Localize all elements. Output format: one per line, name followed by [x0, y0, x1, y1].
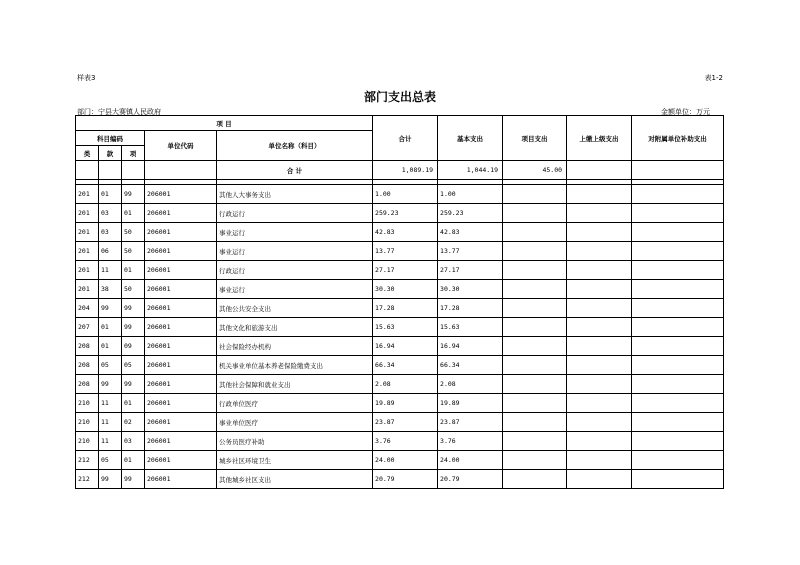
- cell-superior: [567, 337, 632, 356]
- cell-name: 机关事业单位基本养老保险缴费支出: [217, 356, 373, 375]
- lei-header: 类: [76, 146, 99, 161]
- cell-basic: 259.23: [438, 204, 503, 223]
- cell-code: 206001: [145, 356, 217, 375]
- cell-basic: 13.77: [438, 242, 503, 261]
- cell-basic: 15.63: [438, 318, 503, 337]
- cell-kuan: 38: [99, 280, 122, 299]
- cell-total: 42.83: [373, 223, 438, 242]
- total-value: 1,089.19: [373, 161, 438, 180]
- cell-name: 事业运行: [217, 223, 373, 242]
- cell-code: 206001: [145, 470, 217, 489]
- xiang-header: 项: [122, 146, 145, 161]
- cell-code: 206001: [145, 299, 217, 318]
- cell-subsidy: [632, 204, 724, 223]
- cell-superior: [567, 204, 632, 223]
- kuan-header: 款: [99, 146, 122, 161]
- cell-kuan: 05: [99, 451, 122, 470]
- superior-header: 上缴上级支出: [567, 116, 632, 161]
- cell-superior: [567, 261, 632, 280]
- cell-lei: 201: [76, 242, 99, 261]
- cell-superior: [567, 280, 632, 299]
- cell-basic: 1.00: [438, 185, 503, 204]
- cell-superior: [567, 375, 632, 394]
- cell-kuan: 11: [99, 413, 122, 432]
- cell-code: 206001: [145, 318, 217, 337]
- cell-total: 17.28: [373, 299, 438, 318]
- cell-code: 206001: [145, 242, 217, 261]
- subsidy-header: 对附属单位补助支出: [632, 116, 724, 161]
- cell-total: 3.76: [373, 432, 438, 451]
- cell-xiang: 99: [122, 318, 145, 337]
- table-row: [76, 299, 724, 318]
- cell-kuan: 03: [99, 223, 122, 242]
- unit-label: 金额单位：万元: [661, 108, 710, 116]
- total-row: [76, 161, 724, 180]
- cell-basic: 66.34: [438, 356, 503, 375]
- cell-basic: 24.00: [438, 451, 503, 470]
- cell-lei: 207: [76, 318, 99, 337]
- cell-subsidy: [632, 242, 724, 261]
- cell-subsidy: [632, 318, 724, 337]
- table-row: [76, 242, 724, 261]
- cell-project_exp: [503, 375, 567, 394]
- table-row: [76, 261, 724, 280]
- page-title: 部门支出总表: [363, 90, 436, 104]
- cell-name: 其他城乡社区支出: [217, 470, 373, 489]
- cell-superior: [567, 356, 632, 375]
- cell-project_exp: [503, 413, 567, 432]
- cell-code: 206001: [145, 223, 217, 242]
- expenditure-table: [75, 115, 724, 489]
- cell-project_exp: [503, 451, 567, 470]
- cell-name: 事业运行: [217, 242, 373, 261]
- subject-code-header: 科目编码: [76, 131, 145, 146]
- cell-xiang: 50: [122, 223, 145, 242]
- cell-kuan: 99: [99, 470, 122, 489]
- cell-subsidy: [632, 451, 724, 470]
- cell-subsidy: [632, 299, 724, 318]
- cell-basic: 20.79: [438, 470, 503, 489]
- cell-lei: 201: [76, 223, 99, 242]
- cell-subsidy: [632, 261, 724, 280]
- cell-total: 24.00: [373, 451, 438, 470]
- cell-superior: [567, 432, 632, 451]
- cell-lei: 208: [76, 356, 99, 375]
- cell-total: 66.34: [373, 356, 438, 375]
- cell-basic: 42.83: [438, 223, 503, 242]
- table-number: 表1-2: [704, 74, 723, 82]
- cell-code: 206001: [145, 413, 217, 432]
- cell-name: 行政运行: [217, 261, 373, 280]
- cell-name: 其他公共安全支出: [217, 299, 373, 318]
- cell-project_exp: [503, 242, 567, 261]
- cell-total: 1.00: [373, 185, 438, 204]
- cell-total: 30.30: [373, 280, 438, 299]
- cell-name: 行政单位医疗: [217, 394, 373, 413]
- cell-lei: 208: [76, 375, 99, 394]
- table-row: [76, 375, 724, 394]
- cell-basic: 23.87: [438, 413, 503, 432]
- cell-superior: [567, 451, 632, 470]
- project-header: 项 目: [76, 116, 373, 131]
- sample-label: 样表3: [77, 74, 96, 82]
- table-row: [76, 470, 724, 489]
- cell-code: 206001: [145, 185, 217, 204]
- cell-subsidy: [632, 337, 724, 356]
- cell-basic: 19.89: [438, 394, 503, 413]
- cell-xiang: 50: [122, 280, 145, 299]
- cell-total: 13.77: [373, 242, 438, 261]
- cell-project_exp: [503, 394, 567, 413]
- cell-basic: 3.76: [438, 432, 503, 451]
- cell-code: 206001: [145, 261, 217, 280]
- cell-total: 19.89: [373, 394, 438, 413]
- cell-name: 行政运行: [217, 204, 373, 223]
- unit-code-header: 单位代码: [145, 131, 217, 161]
- cell-xiang: 01: [122, 204, 145, 223]
- cell-kuan: 05: [99, 356, 122, 375]
- cell-xiang: 05: [122, 356, 145, 375]
- cell-subsidy: [632, 356, 724, 375]
- cell-subsidy: [632, 470, 724, 489]
- total-label: 合 计: [217, 161, 373, 180]
- unit-name-header: 单位名称（科目）: [217, 131, 373, 161]
- cell-code: 206001: [145, 337, 217, 356]
- table-row: [76, 413, 724, 432]
- cell-xiang: 09: [122, 337, 145, 356]
- cell-kuan: 01: [99, 318, 122, 337]
- cell-xiang: 99: [122, 470, 145, 489]
- table-row: [76, 432, 724, 451]
- cell-project_exp: [503, 470, 567, 489]
- cell-total: 15.63: [373, 318, 438, 337]
- department-label: 部门：宁县大赛镇人民政府: [77, 108, 161, 116]
- cell-lei: 210: [76, 394, 99, 413]
- cell-superior: [567, 185, 632, 204]
- cell-kuan: 99: [99, 375, 122, 394]
- cell-code: 206001: [145, 204, 217, 223]
- cell-project_exp: [503, 280, 567, 299]
- cell-xiang: 01: [122, 451, 145, 470]
- cell-superior: [567, 223, 632, 242]
- cell-lei: 212: [76, 451, 99, 470]
- cell-kuan: 11: [99, 432, 122, 451]
- cell-basic: 27.17: [438, 261, 503, 280]
- cell-lei: 201: [76, 261, 99, 280]
- cell-kuan: 01: [99, 185, 122, 204]
- cell-lei: 201: [76, 185, 99, 204]
- table-row: [76, 204, 724, 223]
- cell-code: 206001: [145, 451, 217, 470]
- cell-kuan: 99: [99, 299, 122, 318]
- table-row: [76, 223, 724, 242]
- cell-project_exp: [503, 261, 567, 280]
- table-row: [76, 318, 724, 337]
- cell-name: 其他文化和旅游支出: [217, 318, 373, 337]
- cell-project_exp: [503, 223, 567, 242]
- cell-lei: 201: [76, 280, 99, 299]
- basic-total-value: 1,044.19: [438, 161, 503, 180]
- cell-basic: 16.94: [438, 337, 503, 356]
- cell-xiang: 01: [122, 261, 145, 280]
- cell-superior: [567, 242, 632, 261]
- cell-lei: 204: [76, 299, 99, 318]
- cell-lei: 201: [76, 204, 99, 223]
- cell-lei: 212: [76, 470, 99, 489]
- cell-total: 27.17: [373, 261, 438, 280]
- basic-header: 基本支出: [438, 116, 503, 161]
- cell-superior: [567, 299, 632, 318]
- cell-superior: [567, 413, 632, 432]
- cell-superior: [567, 394, 632, 413]
- cell-subsidy: [632, 223, 724, 242]
- cell-kuan: 11: [99, 394, 122, 413]
- cell-subsidy: [632, 394, 724, 413]
- table-row: [76, 356, 724, 375]
- cell-xiang: 02: [122, 413, 145, 432]
- cell-superior: [567, 470, 632, 489]
- cell-project_exp: [503, 299, 567, 318]
- cell-lei: 210: [76, 413, 99, 432]
- cell-project_exp: [503, 356, 567, 375]
- cell-total: 16.94: [373, 337, 438, 356]
- cell-code: 206001: [145, 375, 217, 394]
- project-exp-header: 项目支出: [503, 116, 567, 161]
- table-row: [76, 337, 724, 356]
- table-row: [76, 185, 724, 204]
- table-row: [76, 394, 724, 413]
- cell-xiang: 99: [122, 185, 145, 204]
- total-header: 合计: [373, 116, 438, 161]
- cell-project_exp: [503, 432, 567, 451]
- cell-project_exp: [503, 318, 567, 337]
- cell-lei: 208: [76, 337, 99, 356]
- cell-name: 其他人大事务支出: [217, 185, 373, 204]
- cell-total: 23.87: [373, 413, 438, 432]
- cell-name: 事业运行: [217, 280, 373, 299]
- cell-code: 206001: [145, 432, 217, 451]
- cell-kuan: 06: [99, 242, 122, 261]
- cell-basic: 17.28: [438, 299, 503, 318]
- cell-subsidy: [632, 280, 724, 299]
- cell-subsidy: [632, 413, 724, 432]
- cell-kuan: 01: [99, 337, 122, 356]
- project-total-value: 45.00: [503, 161, 567, 180]
- cell-name: 其他社会保障和就业支出: [217, 375, 373, 394]
- cell-xiang: 03: [122, 432, 145, 451]
- cell-lei: 210: [76, 432, 99, 451]
- cell-total: 259.23: [373, 204, 438, 223]
- cell-xiang: 01: [122, 394, 145, 413]
- cell-basic: 30.30: [438, 280, 503, 299]
- cell-code: 206001: [145, 280, 217, 299]
- cell-name: 社会保险经办机构: [217, 337, 373, 356]
- cell-kuan: 03: [99, 204, 122, 223]
- cell-xiang: 99: [122, 375, 145, 394]
- table-row: [76, 280, 724, 299]
- cell-name: 公务员医疗补助: [217, 432, 373, 451]
- cell-project_exp: [503, 337, 567, 356]
- cell-subsidy: [632, 185, 724, 204]
- cell-xiang: 99: [122, 299, 145, 318]
- cell-subsidy: [632, 375, 724, 394]
- cell-name: 事业单位医疗: [217, 413, 373, 432]
- cell-name: 城乡社区环境卫生: [217, 451, 373, 470]
- cell-superior: [567, 318, 632, 337]
- cell-total: 20.79: [373, 470, 438, 489]
- cell-kuan: 11: [99, 261, 122, 280]
- cell-project_exp: [503, 185, 567, 204]
- cell-basic: 2.08: [438, 375, 503, 394]
- cell-total: 2.08: [373, 375, 438, 394]
- cell-xiang: 50: [122, 242, 145, 261]
- cell-code: 206001: [145, 394, 217, 413]
- cell-subsidy: [632, 432, 724, 451]
- cell-project_exp: [503, 204, 567, 223]
- table-row: [76, 451, 724, 470]
